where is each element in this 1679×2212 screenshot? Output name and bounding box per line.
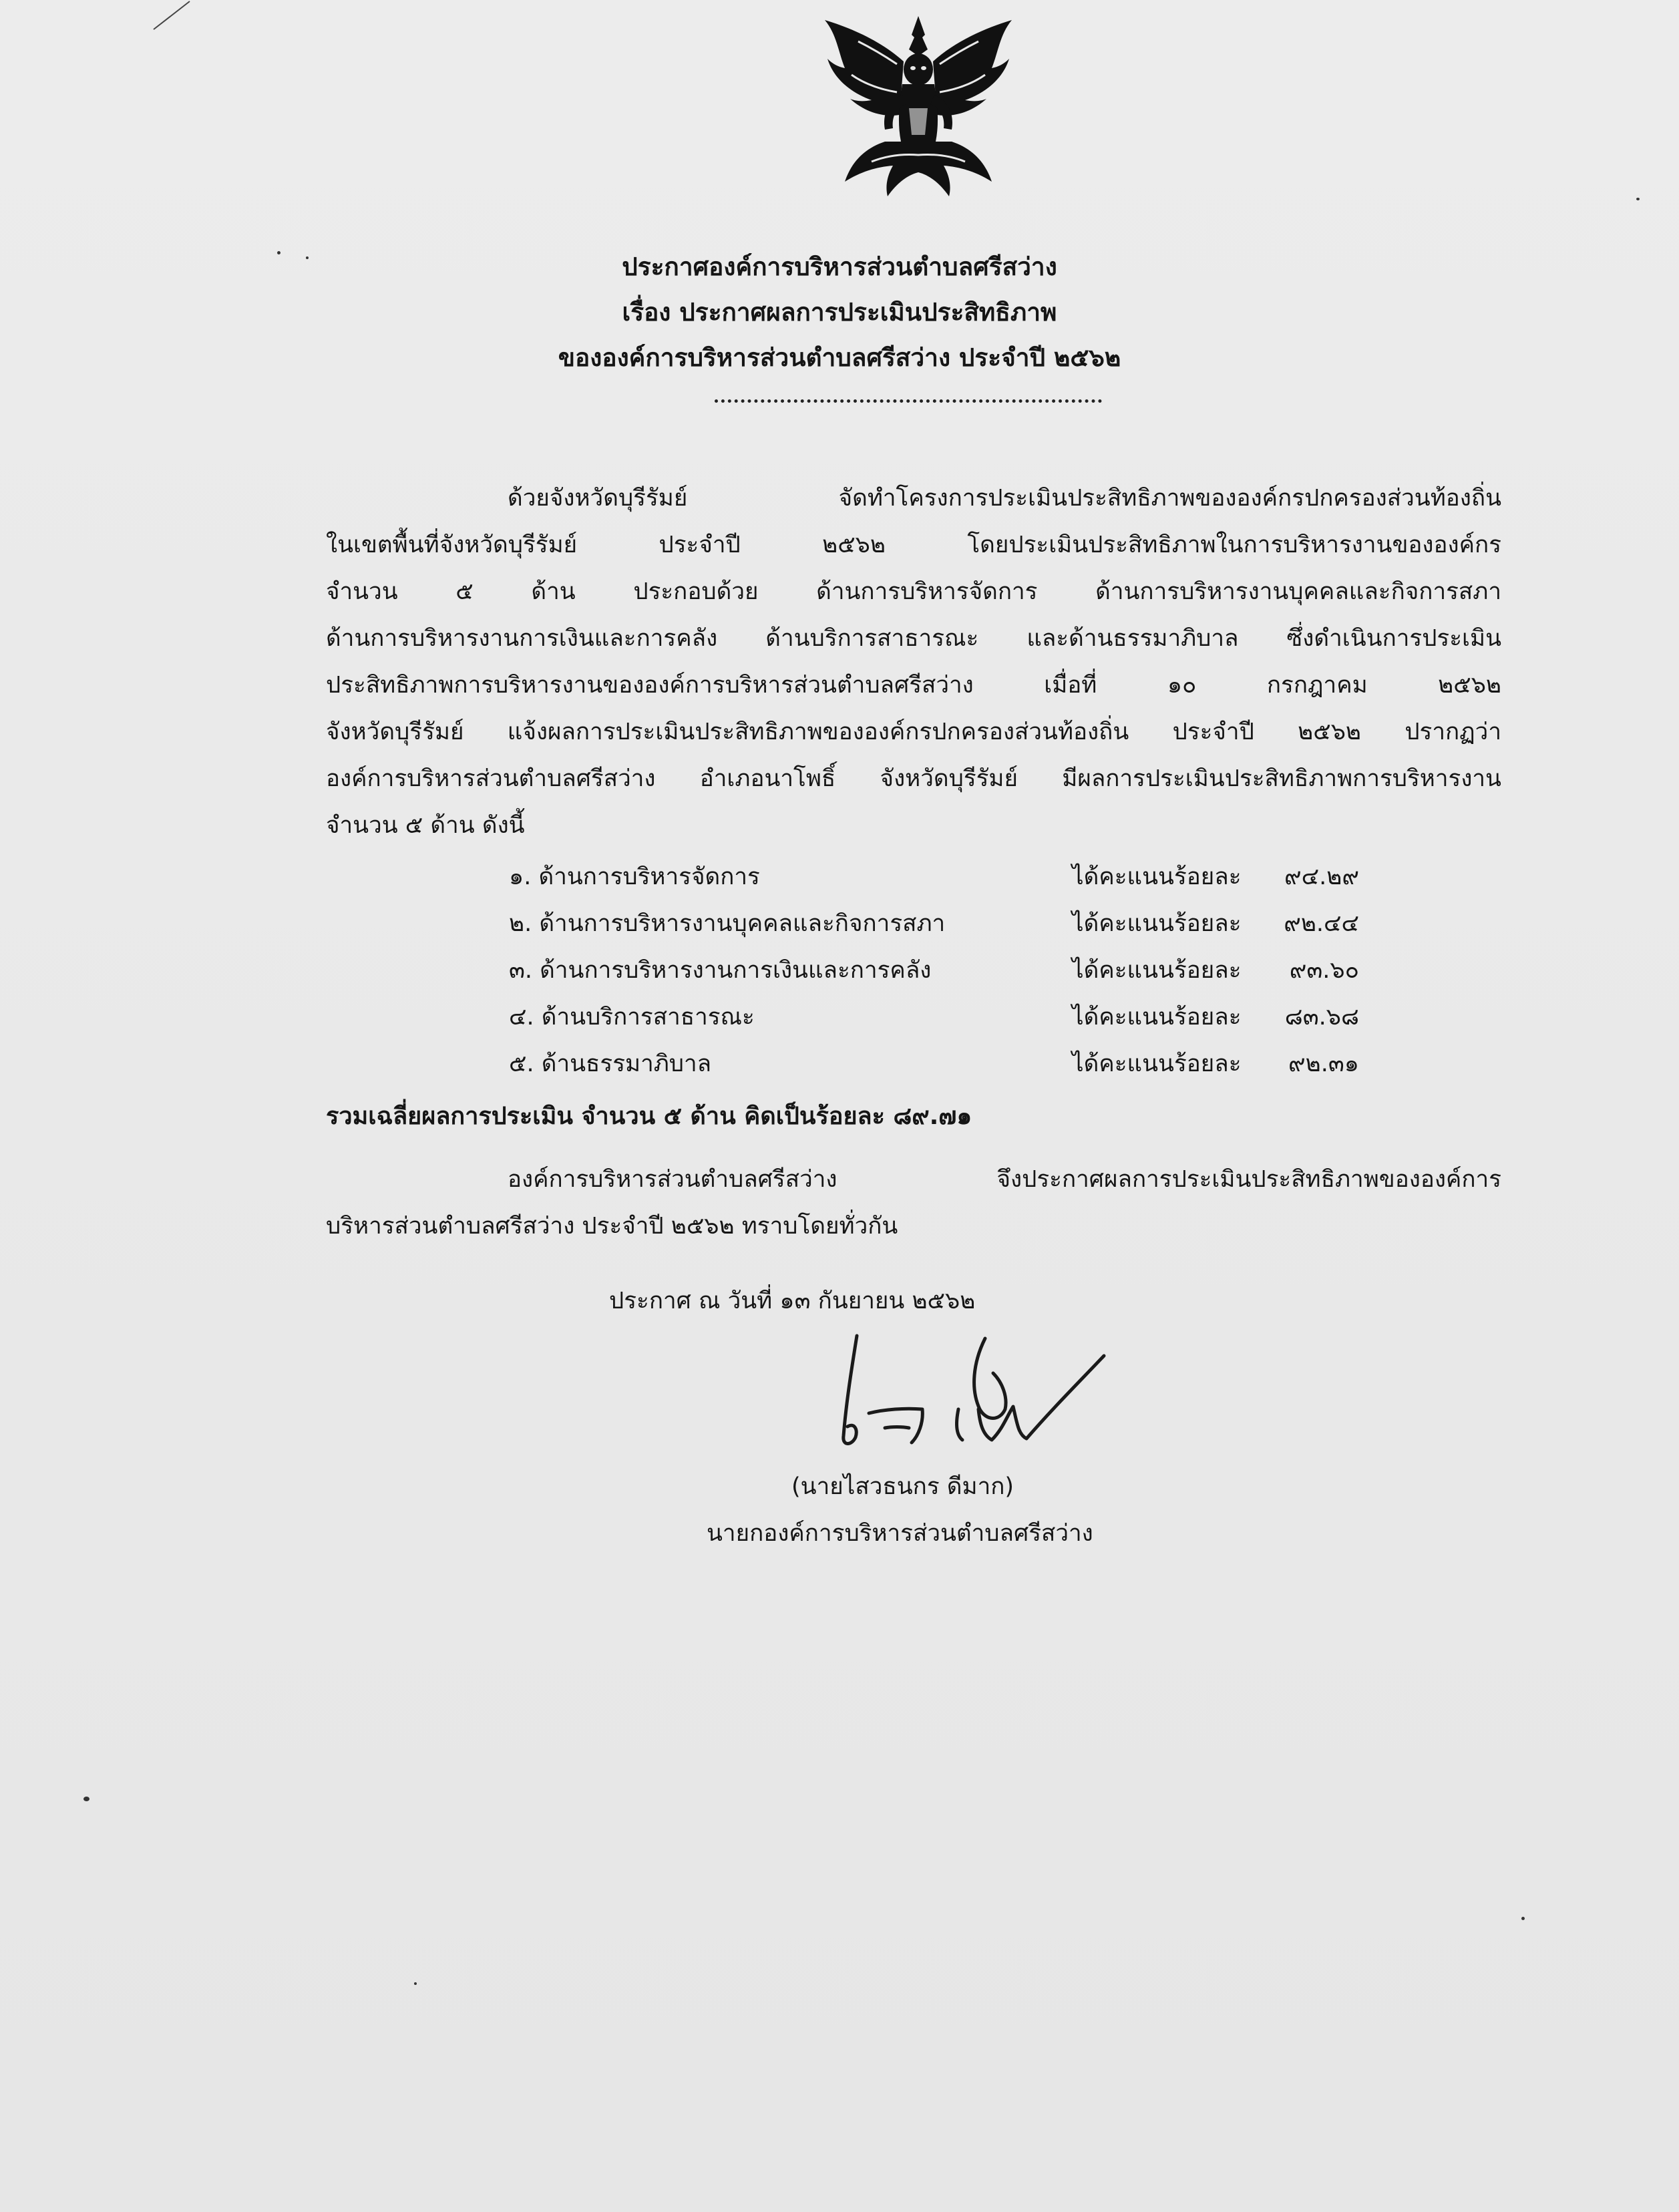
score-prefix: ได้คะแนนร้อยละ (1072, 910, 1242, 937)
body-line: ประสิทธิภาพการบริหารงานขององค์การบริหารส่วนตำบลศรีสว่าง เมื่อที่ ๑๐ กรกฎาคม ๒๕๖๒ (326, 672, 1501, 699)
body-line: จำนวน ๕ ด้าน ประกอบด้วย ด้านการบริหารจัดการ ด้านการบริหารงานบุคคลและกิจการสภา (326, 578, 1501, 605)
garuda-emblem-icon (818, 15, 1018, 202)
body-line: จำนวน ๕ ด้าน ดังนี้ (326, 812, 525, 839)
score-prefix: ได้คะแนนร้อยละ (1072, 864, 1242, 890)
signatory-position: นายกองค์การบริหารส่วนตำบลศรีสว่าง (707, 1520, 1093, 1547)
body-line: ในเขตพื้นที่จังหวัดบุรีรัมย์ ประจำปี ๒๕๖๒ โดยประเมินประสิทธิภาพในการบริหารงานขององค์กร (326, 532, 1501, 558)
scan-speck (414, 1982, 417, 1985)
announce-date: ประกาศ ณ วันที่ ๑๓ กันยายน ๒๕๖๒ (609, 1288, 976, 1314)
result-item-score (1072, 858, 1359, 895)
score-value: ๙๓.๖๐ (1289, 957, 1359, 984)
result-item-score (1072, 1045, 1359, 1082)
score-value: ๙๒.๓๑ (1288, 1051, 1359, 1077)
body-line: ด้านการบริหารงานการเงินและการคลัง ด้านบริการสาธารณะ และด้านธรรมาภิบาล ซึ่งดำเนินการประเมิน (326, 625, 1501, 652)
average-total: รวมเฉลี่ยผลการประเมิน จำนวน ๕ ด้าน คิดเป็นร้อยละ ๘๙.๗๑ (326, 1103, 972, 1130)
closing-line: บริหารส่วนตำบลศรีสว่าง ประจำปี ๒๕๖๒ ทราบโดยทั่วกัน (326, 1213, 898, 1240)
result-item-score (1072, 952, 1359, 988)
body-line: องค์การบริหารส่วนตำบลศรีสว่าง อำเภอนาโพธิ์ จังหวัดบุรีรัมย์ มีผลการประเมินประสิทธิภาพการบริหารงาน (326, 765, 1501, 792)
score-value: ๘๓.๖๘ (1284, 1004, 1359, 1031)
handwritten-signature (805, 1309, 1112, 1469)
score-prefix: ได้คะแนนร้อยละ (1072, 957, 1242, 984)
dotted-divider (715, 399, 1102, 403)
body-line: จังหวัดบุรีรัมย์ แจ้งผลการประเมินประสิทธิภาพขององค์กรปกครองส่วนท้องถิ่น ประจำปี ๒๕๖๒ ปรากฏว่า (326, 719, 1501, 745)
scan-speck (1521, 1917, 1525, 1920)
result-item-label: ๑. ด้านการบริหารจัดการ (509, 864, 760, 890)
announcement-subject: เรื่อง ประกาศผลการประเมินประสิทธิภาพ (622, 298, 1057, 327)
result-item-score (1072, 998, 1359, 1035)
closing-line: องค์การบริหารส่วนตำบลศรีสว่าง จึงประกาศผลการประเมินประสิทธิภาพขององค์การ (508, 1166, 1501, 1193)
result-item-label: ๕. ด้านธรรมาภิบาล (509, 1051, 712, 1077)
score-value: ๙๔.๒๙ (1284, 864, 1359, 890)
result-item-label: ๒. ด้านการบริหารงานบุคคลและกิจการสภา (509, 910, 946, 937)
score-prefix: ได้คะแนนร้อยละ (1072, 1051, 1242, 1077)
result-item-label: ๓. ด้านการบริหารงานการเงินและการคลัง (509, 957, 932, 984)
announcement-title: ประกาศองค์การบริหารส่วนตำบลศรีสว่าง (622, 252, 1057, 281)
result-item-label: ๔. ด้านบริการสาธารณะ (509, 1004, 755, 1031)
scan-speck (1636, 198, 1640, 200)
result-item-score (1072, 905, 1359, 942)
announcement-subject-cont: ขององค์การบริหารส่วนตำบลศรีสว่าง ประจำปี ๒๕๖๒ (558, 343, 1121, 372)
score-prefix: ได้คะแนนร้อยละ (1072, 1004, 1242, 1031)
signatory-name: (นายไสวธนกร ดีมาก) (791, 1473, 1014, 1500)
scan-speck (83, 1797, 89, 1801)
score-value: ๙๒.๔๔ (1284, 910, 1359, 937)
scan-mark (152, 0, 192, 33)
body-line: ด้วยจังหวัดบุรีรัมย์ จัดทำโครงการประเมินประสิทธิภาพขององค์กรปกครองส่วนท้องถิ่น (508, 485, 1501, 512)
